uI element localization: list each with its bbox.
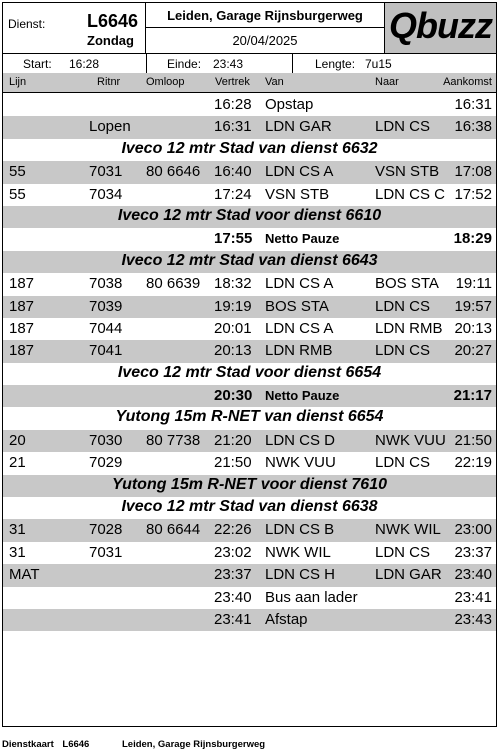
cell-van: LDN CS D — [265, 431, 336, 449]
col-ritnr: Ritnr — [97, 76, 121, 88]
cell-naar: LDN CS — [375, 543, 431, 561]
trip-row — [3, 296, 496, 318]
qbuzz-logo: Qbuzz — [389, 5, 492, 46]
cell-van: VSN STB — [265, 185, 330, 203]
cell-aankomst: 22:19 — [454, 454, 492, 472]
cell-ritnr: 7044 — [89, 319, 123, 337]
cell-vertrek: 20:30 — [214, 387, 253, 405]
dienst-label: Dienst: — [8, 17, 46, 31]
cell-van: LDN CS A — [265, 319, 334, 337]
cell-vertrek: 16:31 — [214, 118, 252, 136]
cell-aankomst: 16:31 — [454, 96, 492, 113]
einde-label: Einde: — [167, 57, 202, 71]
schedule-rows — [3, 94, 496, 631]
lengte-label: Lengte: — [315, 57, 356, 71]
dienstkaart-card — [2, 2, 497, 727]
trip-row — [3, 184, 496, 206]
times-row — [2, 53, 497, 74]
date-text: 20/04/2025 — [232, 33, 298, 48]
cell-vertrek: 23:02 — [214, 543, 252, 561]
cell-aankomst: 23:41 — [454, 588, 492, 606]
cell-lijn: 187 — [9, 342, 35, 360]
col-aankomst: Aankomst — [443, 76, 492, 88]
cell-naar: LDN CS — [375, 297, 431, 315]
section-header-row — [3, 475, 496, 497]
trip-row — [3, 430, 496, 452]
cell-naar: LDN RMB — [375, 319, 443, 337]
cell-ritnr: 7028 — [89, 521, 123, 539]
einde-divider — [146, 53, 147, 74]
section-header-row — [3, 497, 496, 519]
cell-aankomst: 20:13 — [454, 319, 492, 337]
cell-van: LDN CS H — [265, 566, 336, 584]
cell-lijn: 31 — [9, 543, 26, 561]
trip-row — [3, 116, 496, 138]
cell-naar: LDN CS — [375, 342, 431, 360]
cell-naar: LDN CS — [375, 118, 431, 136]
cell-vertrek: 17:24 — [214, 185, 252, 203]
cell-lijn: 55 — [9, 163, 26, 181]
cell-lijn: MAT — [9, 566, 40, 584]
cell-ritnr: 7030 — [89, 431, 123, 449]
cell-vertrek: 16:40 — [214, 163, 252, 181]
footer-location: Leiden, Garage Rijnsburgerweg — [122, 739, 266, 750]
cell-omloop: 80 7738 — [146, 431, 201, 449]
date-cell — [145, 27, 385, 54]
cell-ritnr: 7034 — [89, 185, 123, 203]
cell-van: LDN CS A — [265, 275, 334, 293]
cell-lijn: 21 — [9, 454, 26, 472]
start-label: Start: — [23, 57, 52, 71]
col-omloop: Omloop — [146, 76, 185, 88]
cell-naar: LDN CS — [375, 454, 431, 472]
cell-aankomst: 23:00 — [454, 521, 492, 539]
cell-ritnr: 7031 — [89, 163, 123, 181]
section-title: Iveco 12 mtr Stad van dienst 6638 — [121, 498, 378, 516]
cell-van: NWK VUU — [265, 454, 336, 472]
cell-van: Afstap — [265, 610, 308, 628]
cell-omloop: 80 6639 — [146, 275, 201, 293]
col-naar: Naar — [375, 76, 399, 88]
footer-label: Dienstkaart — [2, 739, 54, 750]
section-header-row — [3, 251, 496, 273]
location-cell — [145, 2, 385, 28]
section-title: Yutong 15m R-NET voor dienst 7610 — [111, 475, 387, 493]
trip-row — [3, 318, 496, 340]
cell-vertrek: 20:01 — [214, 319, 252, 337]
cell-van: LDN CS A — [265, 163, 334, 181]
trip-row — [3, 273, 496, 295]
cell-van: NWK WIL — [265, 543, 331, 561]
cell-aankomst: 20:27 — [454, 342, 492, 360]
cell-aankomst: 18:29 — [453, 230, 492, 248]
trip-row — [3, 542, 496, 564]
dienst-cell — [2, 2, 146, 54]
trip-row — [3, 609, 496, 631]
cell-aankomst: 23:43 — [454, 610, 492, 628]
dienst-day: Zondag — [87, 33, 134, 48]
cell-ritnr: 7041 — [89, 342, 123, 360]
cell-vertrek: 16:28 — [214, 96, 252, 113]
cell-vertrek: 17:55 — [214, 230, 253, 248]
cell-aankomst: 19:57 — [454, 297, 492, 315]
cell-naar: BOS STA — [375, 275, 439, 293]
cell-naar: LDN CS C — [375, 185, 446, 203]
cell-van: Bus aan lader — [265, 588, 358, 606]
cell-vertrek: 23:41 — [214, 610, 252, 628]
start-value: 16:28 — [69, 57, 100, 71]
cell-omloop: 80 6646 — [146, 163, 201, 181]
cell-aankomst: 21:50 — [454, 431, 492, 449]
trip-row — [3, 587, 496, 609]
cell-aankomst: 21:17 — [453, 387, 492, 405]
einde-value: 23:43 — [213, 57, 244, 71]
cell-ritnr: 7039 — [89, 297, 123, 315]
trip-row — [3, 94, 496, 116]
section-title: Iveco 12 mtr Stad voor dienst 6610 — [117, 206, 382, 224]
cell-vertrek: 18:32 — [214, 275, 252, 293]
cell-ritnr: 7029 — [89, 454, 123, 472]
footer — [2, 739, 89, 750]
section-header-row — [3, 407, 496, 429]
header — [3, 3, 496, 55]
cell-lijn: 31 — [9, 521, 26, 539]
cell-omloop: 80 6644 — [146, 521, 201, 539]
cell-ritnr: 7031 — [89, 543, 123, 561]
cell-van: BOS STA — [265, 297, 329, 315]
pause-row — [3, 228, 496, 250]
section-title: Yutong 15m R-NET van dienst 6654 — [115, 408, 384, 426]
col-van: Van — [265, 76, 284, 88]
cell-lijn: 187 — [9, 297, 35, 315]
cell-lijn: 55 — [9, 185, 26, 203]
lengte-divider — [292, 53, 293, 74]
cell-vertrek: 20:13 — [214, 342, 252, 360]
cell-van: LDN CS B — [265, 521, 335, 539]
section-title: Iveco 12 mtr Stad voor dienst 6654 — [117, 363, 382, 381]
footer-number: L6646 — [62, 739, 90, 750]
column-header-row — [3, 73, 496, 93]
cell-naar: LDN GAR — [375, 566, 442, 584]
cell-aankomst: 23:40 — [454, 566, 492, 584]
cell-lijn: 20 — [9, 431, 26, 449]
col-lijn: Lijn — [9, 76, 27, 88]
section-header-row — [3, 139, 496, 161]
cell-van: LDN RMB — [265, 342, 333, 360]
cell-naar: VSN STB — [375, 163, 440, 181]
cell-vertrek: 19:19 — [214, 297, 252, 315]
logo-cell — [384, 2, 497, 54]
cell-ritnr: 7038 — [89, 275, 123, 293]
cell-van: Netto Pauze — [265, 231, 340, 247]
cell-vertrek: 21:20 — [214, 431, 252, 449]
cell-aankomst: 16:38 — [454, 118, 492, 136]
section-title: Iveco 12 mtr Stad van dienst 6643 — [121, 251, 378, 269]
lengte-value: 7u15 — [365, 57, 392, 71]
trip-row — [3, 519, 496, 541]
dienst-number: L6646 — [87, 11, 139, 31]
cell-van: Netto Pauze — [265, 388, 340, 404]
cell-lijn: 187 — [9, 319, 35, 337]
cell-aankomst: 23:37 — [454, 543, 492, 561]
cell-aankomst: 17:08 — [454, 163, 492, 181]
cell-van: Opstap — [265, 96, 314, 113]
section-header-row — [3, 363, 496, 385]
cell-naar: NWK VUU — [375, 431, 446, 449]
trip-row — [3, 564, 496, 586]
cell-vertrek: 21:50 — [214, 454, 252, 472]
cell-aankomst: 17:52 — [454, 185, 492, 203]
pause-row — [3, 385, 496, 407]
trip-row — [3, 452, 496, 474]
cell-aankomst: 19:11 — [455, 275, 492, 293]
cell-vertrek: 22:26 — [214, 521, 252, 539]
cell-naar: NWK WIL — [375, 521, 441, 539]
cell-vertrek: 23:37 — [214, 566, 252, 584]
cell-vertrek: 23:40 — [214, 588, 252, 606]
trip-row — [3, 161, 496, 183]
cell-ritnr: Lopen — [89, 118, 131, 136]
col-vertrek: Vertrek — [215, 76, 250, 88]
cell-lijn: 187 — [9, 275, 35, 293]
section-title: Iveco 12 mtr Stad van dienst 6632 — [121, 139, 378, 157]
trip-row — [3, 340, 496, 362]
cell-van: LDN GAR — [265, 118, 332, 136]
location-text: Leiden, Garage Rijnsburgerweg — [167, 8, 363, 23]
section-header-row — [3, 206, 496, 228]
